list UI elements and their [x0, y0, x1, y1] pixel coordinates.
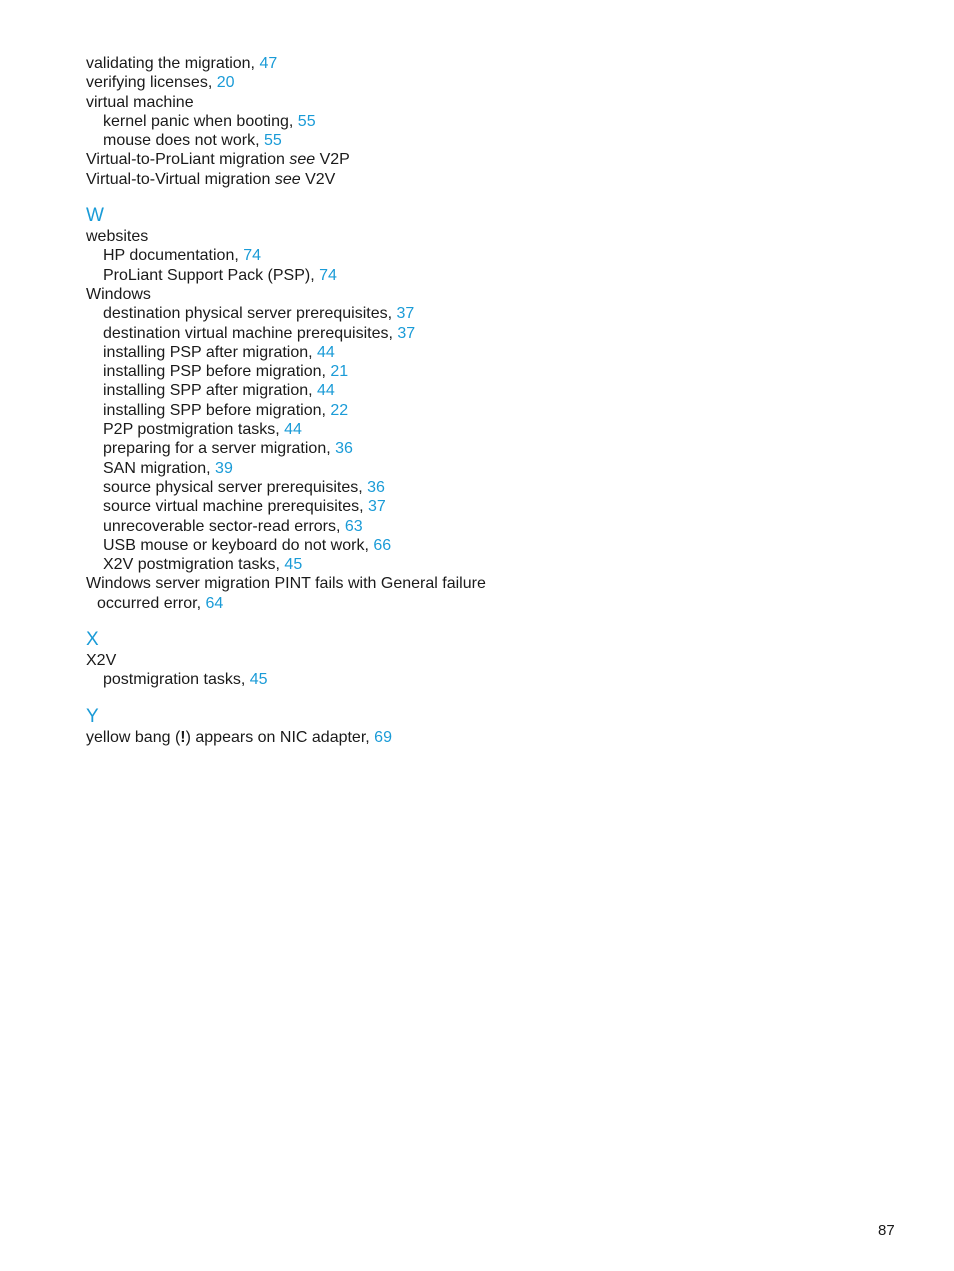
page-link[interactable]: 74 — [243, 247, 262, 265]
index-subentry — [86, 131, 646, 150]
index-entry — [86, 54, 646, 73]
entry-text: destination virtual machine prerequisites, — [103, 324, 398, 342]
page-link[interactable]: 69 — [374, 728, 392, 746]
page-link[interactable]: 37 — [368, 498, 386, 516]
index-subentry — [86, 478, 646, 497]
index-entry-continuation — [86, 594, 646, 613]
index-entry — [86, 574, 646, 593]
page-link[interactable]: 64 — [205, 594, 224, 612]
index-subentry — [86, 459, 646, 478]
entry-text: unrecoverable sector-read errors, — [103, 517, 345, 535]
entry-text: Virtual-to-Virtual migration — [86, 170, 275, 188]
index-section-y — [86, 706, 646, 747]
index-entry — [86, 150, 646, 169]
page-link[interactable]: 55 — [263, 132, 282, 150]
entry-text: installing PSP after migration, — [103, 343, 318, 361]
index-section-x — [86, 629, 646, 690]
index-subentry — [86, 555, 646, 574]
entry-text: source physical server prerequisites, — [103, 478, 368, 496]
index-subentry — [86, 497, 646, 516]
index-subentry — [86, 266, 646, 285]
entry-text: destination physical server prerequisites, — [103, 305, 397, 323]
index-entry — [86, 651, 646, 670]
page-link[interactable]: 44 — [317, 382, 335, 400]
index-entry — [86, 93, 646, 112]
entry-text: P2P postmigration tasks, — [103, 421, 285, 439]
section-letter-heading: Y — [86, 705, 99, 727]
entry-text: postmigration tasks, — [103, 671, 250, 689]
entry-text: virtual machine — [86, 93, 194, 111]
see-reference-target: V2P — [315, 151, 350, 169]
entry-text: installing PSP before migration, — [103, 363, 331, 381]
see-reference-target: V2V — [300, 170, 336, 188]
entry-text: X2V — [86, 652, 117, 670]
page-link[interactable]: 55 — [297, 112, 316, 130]
section-letter-heading: W — [86, 205, 104, 227]
index-section-continued — [86, 54, 646, 189]
entry-text: Virtual-to-ProLiant migration — [86, 151, 290, 169]
entry-text: Windows — [86, 285, 151, 303]
entry-text: kernel panic when booting, — [103, 112, 298, 130]
index-entry — [86, 170, 646, 189]
section-letter-heading: X — [86, 629, 99, 651]
page-link[interactable]: 36 — [335, 440, 353, 458]
page-link[interactable]: 37 — [396, 305, 415, 323]
page-link[interactable]: 44 — [284, 421, 302, 439]
entry-text: USB mouse or keyboard do not work, — [103, 536, 374, 554]
entry-text: HP documentation, — [103, 247, 244, 265]
entry-text: mouse does not work, — [103, 132, 264, 150]
page-link[interactable]: 45 — [249, 671, 268, 689]
page-link[interactable]: 45 — [284, 556, 303, 574]
page-link[interactable]: 22 — [330, 401, 349, 419]
index-subentry — [86, 324, 646, 343]
index-subentry — [86, 304, 646, 323]
entry-text: X2V postmigration tasks, — [103, 556, 285, 574]
page-link[interactable]: 44 — [317, 343, 335, 361]
page-link[interactable]: 66 — [373, 536, 392, 554]
index-entry — [86, 73, 646, 92]
entry-text: preparing for a server migration, — [103, 440, 336, 458]
index-entry — [86, 728, 646, 747]
index-subentry — [86, 536, 646, 555]
page-link[interactable]: 37 — [397, 324, 416, 342]
index-entry — [86, 285, 646, 304]
page-link[interactable]: 39 — [215, 459, 233, 477]
see-reference-label: see — [289, 151, 316, 169]
page-link[interactable]: 36 — [367, 478, 385, 496]
index-subentry — [86, 381, 646, 400]
entry-text: yellow bang ( — [86, 728, 181, 746]
index-subentry — [86, 112, 646, 131]
index-subentry — [86, 420, 646, 439]
entry-text: source virtual machine prerequisites, — [103, 498, 369, 516]
index-subentry — [86, 362, 646, 381]
index-subentry — [86, 517, 646, 536]
page-number: 87 — [878, 1222, 895, 1239]
index-subentry — [86, 670, 646, 689]
see-reference-label: see — [274, 170, 301, 188]
entry-text: occurred error, — [97, 594, 206, 612]
entry-text: installing SPP before migration, — [103, 401, 331, 419]
page-link[interactable]: 63 — [344, 517, 363, 535]
entry-text: Windows server migration PINT fails with General failure — [86, 575, 486, 593]
page-link[interactable]: 20 — [216, 74, 235, 92]
entry-text: installing SPP after migration, — [103, 382, 318, 400]
index-subentry — [86, 343, 646, 362]
page-link[interactable]: 47 — [259, 55, 278, 72]
entry-text: websites — [86, 228, 149, 246]
index-subentry — [86, 246, 646, 265]
index-entry — [86, 227, 646, 246]
index-page-content — [86, 54, 646, 747]
entry-text: verifying licenses, — [86, 74, 217, 92]
index-section-w — [86, 205, 646, 613]
entry-text-after: ) appears on NIC adapter, — [185, 728, 375, 746]
entry-text: SAN migration, — [103, 459, 216, 477]
entry-text: ProLiant Support Pack (PSP), — [103, 266, 320, 284]
index-subentry — [86, 401, 646, 420]
page-link[interactable]: 74 — [319, 266, 337, 284]
index-subentry — [86, 439, 646, 458]
entry-text: validating the migration, — [86, 55, 260, 72]
page-link[interactable]: 21 — [330, 363, 349, 381]
entry-bold-symbol: ! — [180, 728, 186, 746]
